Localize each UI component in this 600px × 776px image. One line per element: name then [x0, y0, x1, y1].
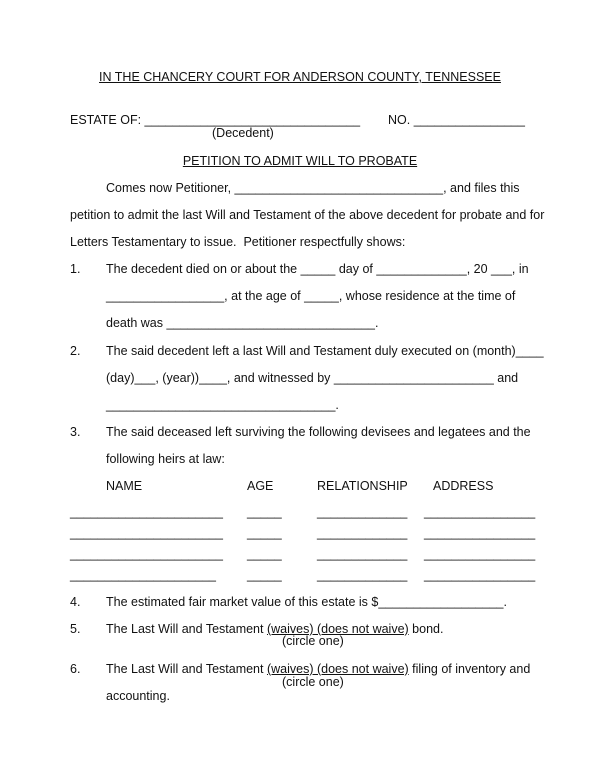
- item-4-number: 4.: [70, 595, 81, 609]
- table-header-relationship: RELATIONSHIP: [317, 479, 408, 493]
- decedent-label: (Decedent): [212, 126, 274, 140]
- case-number-field[interactable]: NO. ________________: [388, 113, 525, 127]
- item-1-line-3[interactable]: death was ______________________________.: [106, 316, 379, 330]
- item-6-text-post: filing of inventory and: [408, 662, 531, 676]
- item-6-line-2: accounting.: [106, 689, 170, 703]
- heir-name-field[interactable]: _____________________: [70, 568, 216, 582]
- heir-address-field[interactable]: ________________: [424, 547, 536, 561]
- item-2-line-3[interactable]: _________________________________.: [106, 398, 339, 412]
- item-6-text-pre: The Last Will and Testament: [106, 662, 267, 676]
- item-3-number: 3.: [70, 425, 81, 439]
- item-2-line-1[interactable]: The said decedent left a last Will and Testament duly executed on (month)____: [106, 344, 544, 358]
- item-6-circle-note: (circle one): [282, 675, 344, 689]
- table-header-name: NAME: [106, 479, 143, 493]
- item-5-circle-note: (circle one): [282, 634, 344, 648]
- heir-age-field[interactable]: _____: [247, 547, 282, 561]
- heir-name-field[interactable]: ______________________: [70, 547, 223, 561]
- heir-relationship-field[interactable]: _____________: [317, 505, 408, 519]
- heir-relationship-field[interactable]: _____________: [317, 526, 408, 540]
- item-2-line-2[interactable]: (day)___, (year))____, and witnessed by _______________________ and: [106, 371, 519, 385]
- item-6-number: 6.: [70, 662, 81, 676]
- heir-name-field[interactable]: ______________________: [70, 505, 223, 519]
- heir-address-field[interactable]: ________________: [424, 568, 536, 582]
- heir-address-field[interactable]: ________________: [424, 526, 536, 540]
- estate-value-field[interactable]: The estimated fair market value of this estate is $__________________.: [106, 595, 507, 609]
- item-1-line-1[interactable]: The decedent died on or about the _____ day of _____________, 20 ___, in: [106, 262, 529, 276]
- heir-relationship-field[interactable]: _____________: [317, 568, 408, 582]
- court-title: IN THE CHANCERY COURT FOR ANDERSON COUNTY, TENNESSEE: [99, 70, 501, 84]
- item-2-number: 2.: [70, 344, 81, 358]
- intro-line-3: Letters Testamentary to issue. Petitioner respectfully shows:: [70, 235, 406, 249]
- heir-relationship-field[interactable]: _____________: [317, 547, 408, 561]
- intro-line-2: petition to admit the last Will and Testament of the above decedent for probate and for: [70, 208, 545, 222]
- item-5-number: 5.: [70, 622, 81, 636]
- item-1-line-2[interactable]: _________________, at the age of _____, whose residence at the time of: [106, 289, 516, 303]
- item-5-text-post: bond.: [408, 622, 444, 636]
- petition-title: PETITION TO ADMIT WILL TO PROBATE: [182, 154, 418, 168]
- heir-age-field[interactable]: _____: [247, 568, 282, 582]
- heir-age-field[interactable]: _____: [247, 526, 282, 540]
- item-3-line-2: following heirs at law:: [106, 452, 225, 466]
- estate-of-field[interactable]: ESTATE OF: _______________________________: [70, 113, 361, 127]
- item-5-line: [106, 622, 443, 637]
- heir-age-field[interactable]: _____: [247, 505, 282, 519]
- inventory-choice[interactable]: (waives) (does not waive): [266, 662, 409, 676]
- item-1-number: 1.: [70, 262, 81, 276]
- table-header-address: ADDRESS: [433, 479, 494, 493]
- item-5-text-pre: The Last Will and Testament: [106, 622, 267, 636]
- heir-address-field[interactable]: ________________: [424, 505, 536, 519]
- heir-name-field[interactable]: ______________________: [70, 526, 223, 540]
- intro-line-1[interactable]: Comes now Petitioner, ______________________________, and files this: [106, 181, 520, 195]
- bond-choice[interactable]: (waives) (does not waive): [266, 622, 409, 636]
- item-3-line-1: The said deceased left surviving the following devisees and legatees and the: [106, 425, 531, 439]
- table-header-age: AGE: [247, 479, 274, 493]
